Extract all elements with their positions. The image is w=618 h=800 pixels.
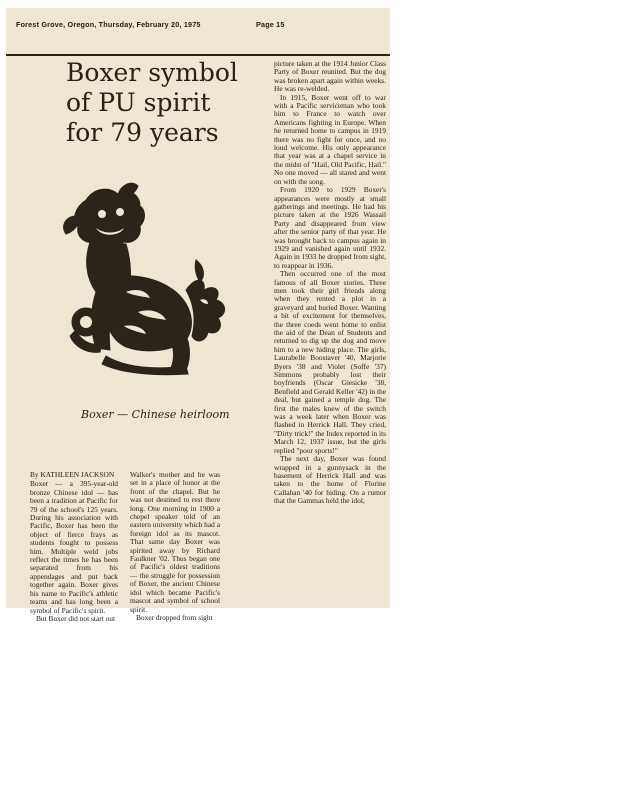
byline: By KATHLEEN JACKSON: [30, 470, 115, 479]
masthead: [16, 20, 380, 34]
headline: [66, 58, 256, 148]
paragraph: Boxer dropped from sight: [136, 612, 213, 622]
paragraph: picture taken at the 1914 Junior Class Party of Boxer reunited. But the dog was broken apart again within weeks. He was re-welded.: [274, 59, 386, 94]
header-rule: [6, 54, 390, 56]
article-column-3: [274, 60, 386, 608]
paragraph: The next day, Boxer was found wrapped in a gunnysack in the basement of Herrick Hall and was taken to the home of Florine Callahan '40 for hiding. On a rumor that the Gammas held the idol,: [274, 454, 386, 506]
page-number: Page 15: [256, 20, 285, 29]
paragraph: From 1920 to 1929 Boxer's appearances were mostly at small gatherings and meetings. He had his picture taken at the 1926 Wassail Party and disappeared from view after the senior party of that year. He was brought back to campus again in 1929 and vanished again until 1932. Again in 1933 he dropped from sight, to reappear in 1936.: [274, 185, 386, 270]
headline-line-1: Boxer symbol: [66, 58, 238, 87]
headline-line-3: for 79 years: [66, 118, 219, 147]
paragraph: Boxer — a 395-year-old bronze Chinese idol — has been a tradition at Pacific for 79 of the school's 125 years. During his association with Pacific, Boxer has been the object of fierce frays as students fought to possess him. Multiple weld jobs reflect the times he has been separated from his appendages and put back together again. Boxer gives his name to Pacific's athletic teams and has long been a symbol of Pacific's spirit.: [30, 479, 118, 615]
paragraph: Walker's mother and he was set in a place of honor at the front of the chapel. But he was not destined to rest there long. One morning in 1900 a chepel speaker told of an eastern university which had a foreign idol as its mascot. That same day Boxer was spirited away by Richard Faulkner '02. Thus began one of Pacific's oldest traditions — the struggle for possession of Boxer, the ancient Chinese idol which became Pacific's mascot and symbol of school spirit.: [130, 470, 220, 614]
chinese-lion-dog-idol-icon: [46, 180, 231, 376]
headline-line-2: of PU spirit: [66, 88, 211, 117]
paragraph: But Boxer did not start out: [36, 613, 116, 623]
paragraph: Then occurred one of the most famous of all Boxer stories. Three men took their girl friends along when they rented a plot in a graveyard and buried Boxer. Wanting a bit of excitement for themselves, the three coeds went home to enlist the aid of the Dean of Students and returned to dig up the dog and move him to a new hiding place. The girls, Laurabelle Boostaver '40, Marjorie Byers '38 and Violet (Soffe '37) Simmons probably lost their boyfriends (Oscar Giesicke '38, Benfield and Gerald Keller '42) in the deal, but gained a temple dog. The first the males knew of the switch was a week later when Boxer was flashed in Herrick Hall. They cried, "Dirty trick!" the Index reported in its March 12, 1937 issue, but the girls replied "poor sports!": [274, 269, 386, 455]
newspaper-clipping: [6, 8, 390, 623]
photo-caption: Boxer — Chinese heirloom: [81, 408, 230, 421]
article-column-2: [130, 470, 220, 622]
article-column-1: [30, 470, 118, 623]
paragraph: In 1915, Boxer went off to war with a Pacific serviceman who took him to France to watch over Americans fighting in Europe. When he returned home to campus in 1919 there was no fight for once, and no loud welcome. His only appearance that year was at a chapel service in the midst of "Hail, Old Pacific, Hail." No one moved — all stared and went on with the song.: [274, 92, 386, 186]
dateline: Forest Grove, Oregon, Thursday, February 20, 1975: [16, 20, 201, 29]
